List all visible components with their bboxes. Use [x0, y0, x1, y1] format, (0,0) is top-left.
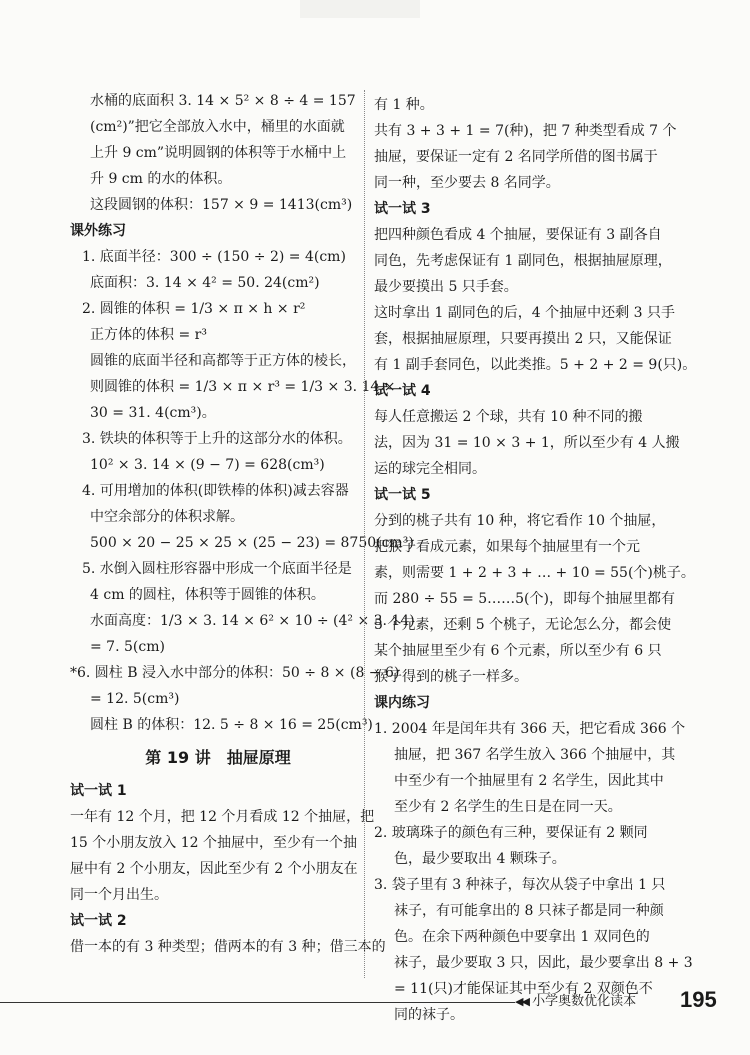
text-line: 套，根据抽屉原理，只要再摸出 2 只，又能保证	[374, 331, 672, 347]
text-line: 水桶的底面积 3. 14 × 5² × 8 ÷ 4 = 157	[90, 93, 356, 109]
text-line: 抽屉，把 367 名学生放入 366 个抽屉中，其	[394, 747, 676, 763]
text-line: 某个抽屉里至少有 6 个元素，所以至少有 6 只	[374, 643, 662, 659]
text-line: 抽屉，要保证一定有 2 名同学所借的图书属于	[374, 149, 658, 165]
text-line: 素，则需要 1 + 2 + 3 + … + 10 = 55(个)桃子。	[374, 565, 695, 581]
text-line: 5. 水倒入圆柱形容器中形成一个底面半径是	[82, 561, 352, 577]
text-line: = 11(只)才能保证其中至少有 2 双颜色不	[394, 981, 653, 997]
text-line: 这时拿出 1 副同色的后，4 个抽屉中还剩 3 只手	[374, 305, 675, 321]
text-line: 30 = 31. 4(cm³)。	[90, 405, 216, 421]
text-line: 则圆锥的体积 = 1/3 × π × r³ = 1/3 × 3. 14 ×	[90, 379, 396, 395]
text-line: 圆柱 B 的体积：12. 5 ÷ 8 × 16 = 25(cm³)	[90, 717, 373, 733]
text-line: 有 1 副手套同色，以此类推。5 + 2 + 2 = 9(只)。	[374, 357, 697, 373]
section-heading: 试一试 1	[70, 783, 127, 799]
text-line: 法，因为 31 = 10 × 3 + 1，所以至少有 4 人搬	[374, 435, 680, 451]
text-line: 1. 底面半径：300 ÷ (150 ÷ 2) = 4(cm)	[82, 249, 346, 265]
section-heading: 试一试 2	[70, 913, 127, 929]
text-line: 2. 圆锥的体积 = 1/3 × π × h × r²	[82, 301, 306, 317]
scan-shade	[300, 0, 420, 18]
text-line: 袜子，有可能拿出的 8 只袜子都是同一种颜	[394, 903, 664, 919]
section-heading: 试一试 5	[374, 487, 431, 503]
column-divider	[364, 90, 365, 978]
text-line: 每人任意搬运 2 个球，共有 10 种不同的搬	[374, 409, 643, 425]
text-line: 4 cm 的圆柱，体积等于圆锥的体积。	[90, 587, 325, 603]
footer-title	[515, 988, 636, 1016]
text-line: 一年有 12 个月，把 12 个月看成 12 个抽屉，把	[70, 809, 375, 825]
double-arrow-icon: ◀◀	[515, 995, 528, 1008]
section-heading: 课内练习	[374, 695, 430, 711]
text-line: 正方体的体积 = r³	[90, 327, 207, 343]
text-line: (cm²)”把它全部放入水中，桶里的水面就	[90, 119, 345, 135]
text-line: 圆锥的底面半径和高都等于正方体的棱长，	[90, 353, 356, 369]
text-line: 中空余部分的体积求解。	[90, 509, 244, 525]
text-line: 升 9 cm 的水的体积。	[90, 171, 232, 187]
text-line: = 12. 5(cm³)	[90, 691, 180, 707]
text-line: 借一本的有 3 种类型；借两本的有 3 种；借三本的	[70, 939, 386, 955]
section-heading: 试一试 3	[374, 201, 431, 217]
text-line: 色。在余下两种颜色中要拿出 1 双同色的	[394, 929, 650, 945]
section-heading: 试一试 4	[374, 383, 431, 399]
text-line: 上升 9 cm”说明圆钢的体积等于水桶中上	[90, 145, 347, 161]
text-line: 运的球完全相同。	[374, 461, 486, 477]
text-line: 底面积：3. 14 × 4² = 50. 24(cm²)	[90, 275, 320, 291]
text-line: 共有 3 + 3 + 1 = 7(种)，把 7 种类型看成 7 个	[374, 123, 677, 139]
text-line: 同一个月出生。	[70, 887, 168, 903]
text-line: 500 × 20 − 25 × 25 × (25 − 23) = 8750(cm³)	[90, 535, 414, 551]
text-line: *6. 圆柱 B 浸入水中部分的体积：50 ÷ 8 × (8 − 6)	[70, 665, 400, 681]
text-line: 猴子得到的桃子一样多。	[374, 669, 528, 685]
text-line: 15 个小朋友放入 12 个抽屉中，至少有一个抽	[70, 835, 357, 851]
book-title: 小学奥数优化读本	[532, 994, 637, 1009]
text-line: 中至少有一个抽屉里有 2 名学生，因此其中	[394, 773, 664, 789]
text-line: 3. 铁块的体积等于上升的这部分水的体积。	[82, 431, 352, 447]
footer-rule	[0, 1002, 515, 1003]
text-line: 袜子，最少要取 3 只，因此，最少要拿出 8 + 3	[394, 955, 693, 971]
text-line: 5 个元素，还剩 5 个桃子，无论怎么分，都会使	[374, 617, 672, 633]
text-line: 分到的桃子共有 10 种，将它看作 10 个抽屉，	[374, 513, 666, 529]
section-heading: 课外练习	[70, 223, 126, 239]
text-line: = 7. 5(cm)	[90, 639, 165, 655]
text-line: 有 1 种。	[374, 97, 434, 113]
text-line: 同一种，至少要去 8 名同学。	[374, 175, 560, 191]
text-line: 色，最少要取出 4 颗珠子。	[394, 851, 566, 867]
right-column	[374, 92, 697, 1028]
text-line: 同色，先考虑保证有 1 副同色，根据抽屉原理，	[374, 253, 672, 269]
text-line: 至少有 2 名学生的生日是在同一天。	[394, 799, 622, 815]
lesson-title: 第 19 讲 抽屉原理	[145, 748, 291, 767]
text-line: 把猴子看成元素，如果每个抽屉里有一个元	[374, 539, 640, 555]
text-line: 把四种颜色看成 4 个抽屉，要保证有 3 副各自	[374, 227, 662, 243]
text-line: 水面高度：1/3 × 3. 14 × 6² × 10 ÷ (4² × 3. 14)	[90, 613, 415, 629]
text-line: 10² × 3. 14 × (9 − 7) = 628(cm³)	[90, 457, 325, 473]
page-number: 195	[680, 987, 717, 1012]
text-line: 4. 可用增加的体积(即铁棒的体积)减去容器	[82, 483, 349, 499]
text-line: 1. 2004 年是闰年共有 366 天，把它看成 366 个	[374, 721, 686, 737]
text-line: 而 280 ÷ 55 = 5……5(个)，即每个抽屉里都有	[374, 591, 675, 607]
text-line: 3. 袋子里有 3 种袜子，每次从袋子中拿出 1 只	[374, 877, 666, 893]
text-line: 这段圆钢的体积：157 × 9 = 1413(cm³)	[90, 197, 353, 213]
text-line: 2. 玻璃珠子的颜色有三种，要保证有 2 颗同	[374, 825, 648, 841]
text-line: 最少要摸出 5 只手套。	[374, 279, 518, 295]
text-line: 屉中有 2 个小朋友，因此至少有 2 个小朋友在	[70, 861, 358, 877]
text-line: 同的袜子。	[394, 1007, 464, 1023]
